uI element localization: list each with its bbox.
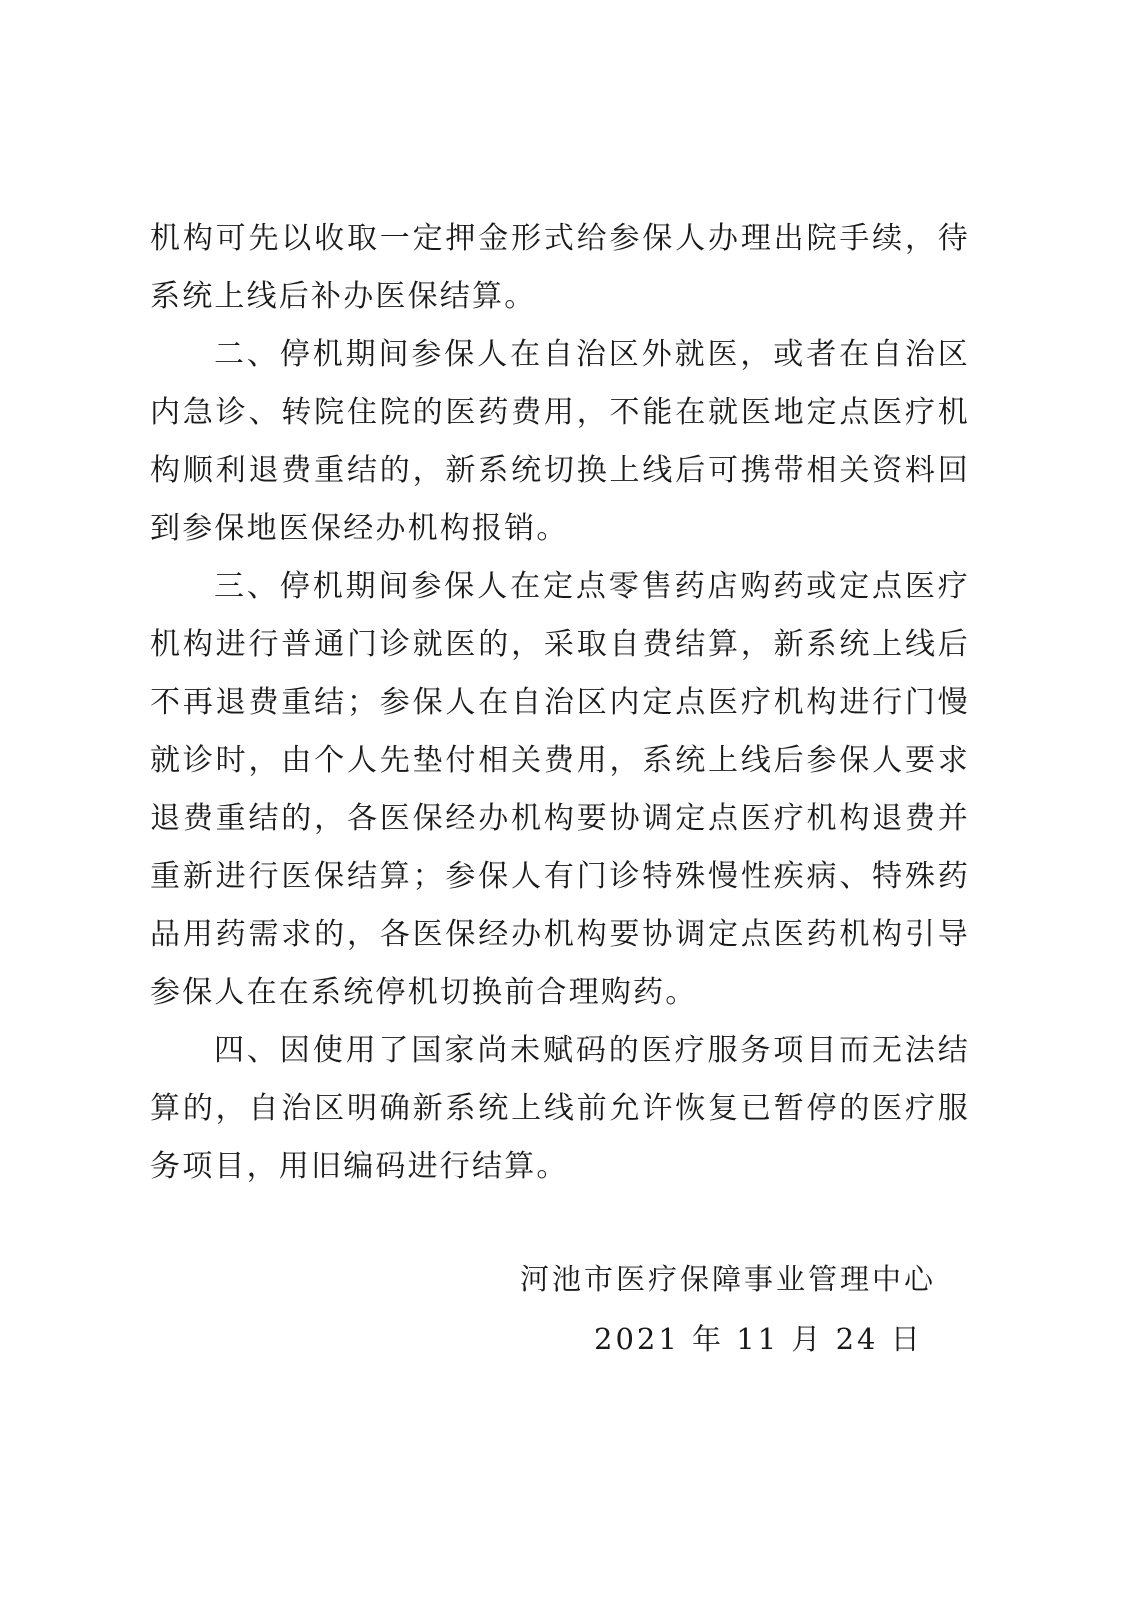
paragraph-item-3: 三、停机期间参保人在定点零售药店购药或定点医疗机构进行普通门诊就医的，采取自费结算，新系统上线后不再退费重结；参保人在自治区内定点医疗机构进行门慢就诊时，由个人先垫付相关费用，系统上线后参保人要求退费重结的，各医保经办机构要协调定点医疗机构退费并重新进行医保结算；参保人有门诊特殊慢性疾病、特殊药品用药需求的，各医保经办机构要协调定点医药机构引导参保人在在系统停机切换前合理购药。 <box>150 569 970 1010</box>
paragraph-item-4: 四、因使用了国家尚未赋码的医疗服务项目而无法结算的，自治区明确新系统上线前允许恢复已暂停的医疗服务项目，用旧编码进行结算。 <box>150 1033 970 1184</box>
document-body <box>150 210 970 1196</box>
issuer-signature: 河池市医疗保障事业管理中心 <box>520 1262 937 1296</box>
issue-date: 2021 年 11 月 24 日 <box>594 1322 923 1356</box>
paragraph-continuation: 机构可先以收取一定押金形式给参保人办理出院手续，待系统上线后补办医保结算。 <box>150 221 970 314</box>
paragraph-item-2: 二、停机期间参保人在自治区外就医，或者在自治区内急诊、转院住院的医药费用，不能在就医地定点医疗机构顺利退费重结的，新系统切换上线后可携带相关资料回到参保地医保经办机构报销。 <box>150 337 970 546</box>
